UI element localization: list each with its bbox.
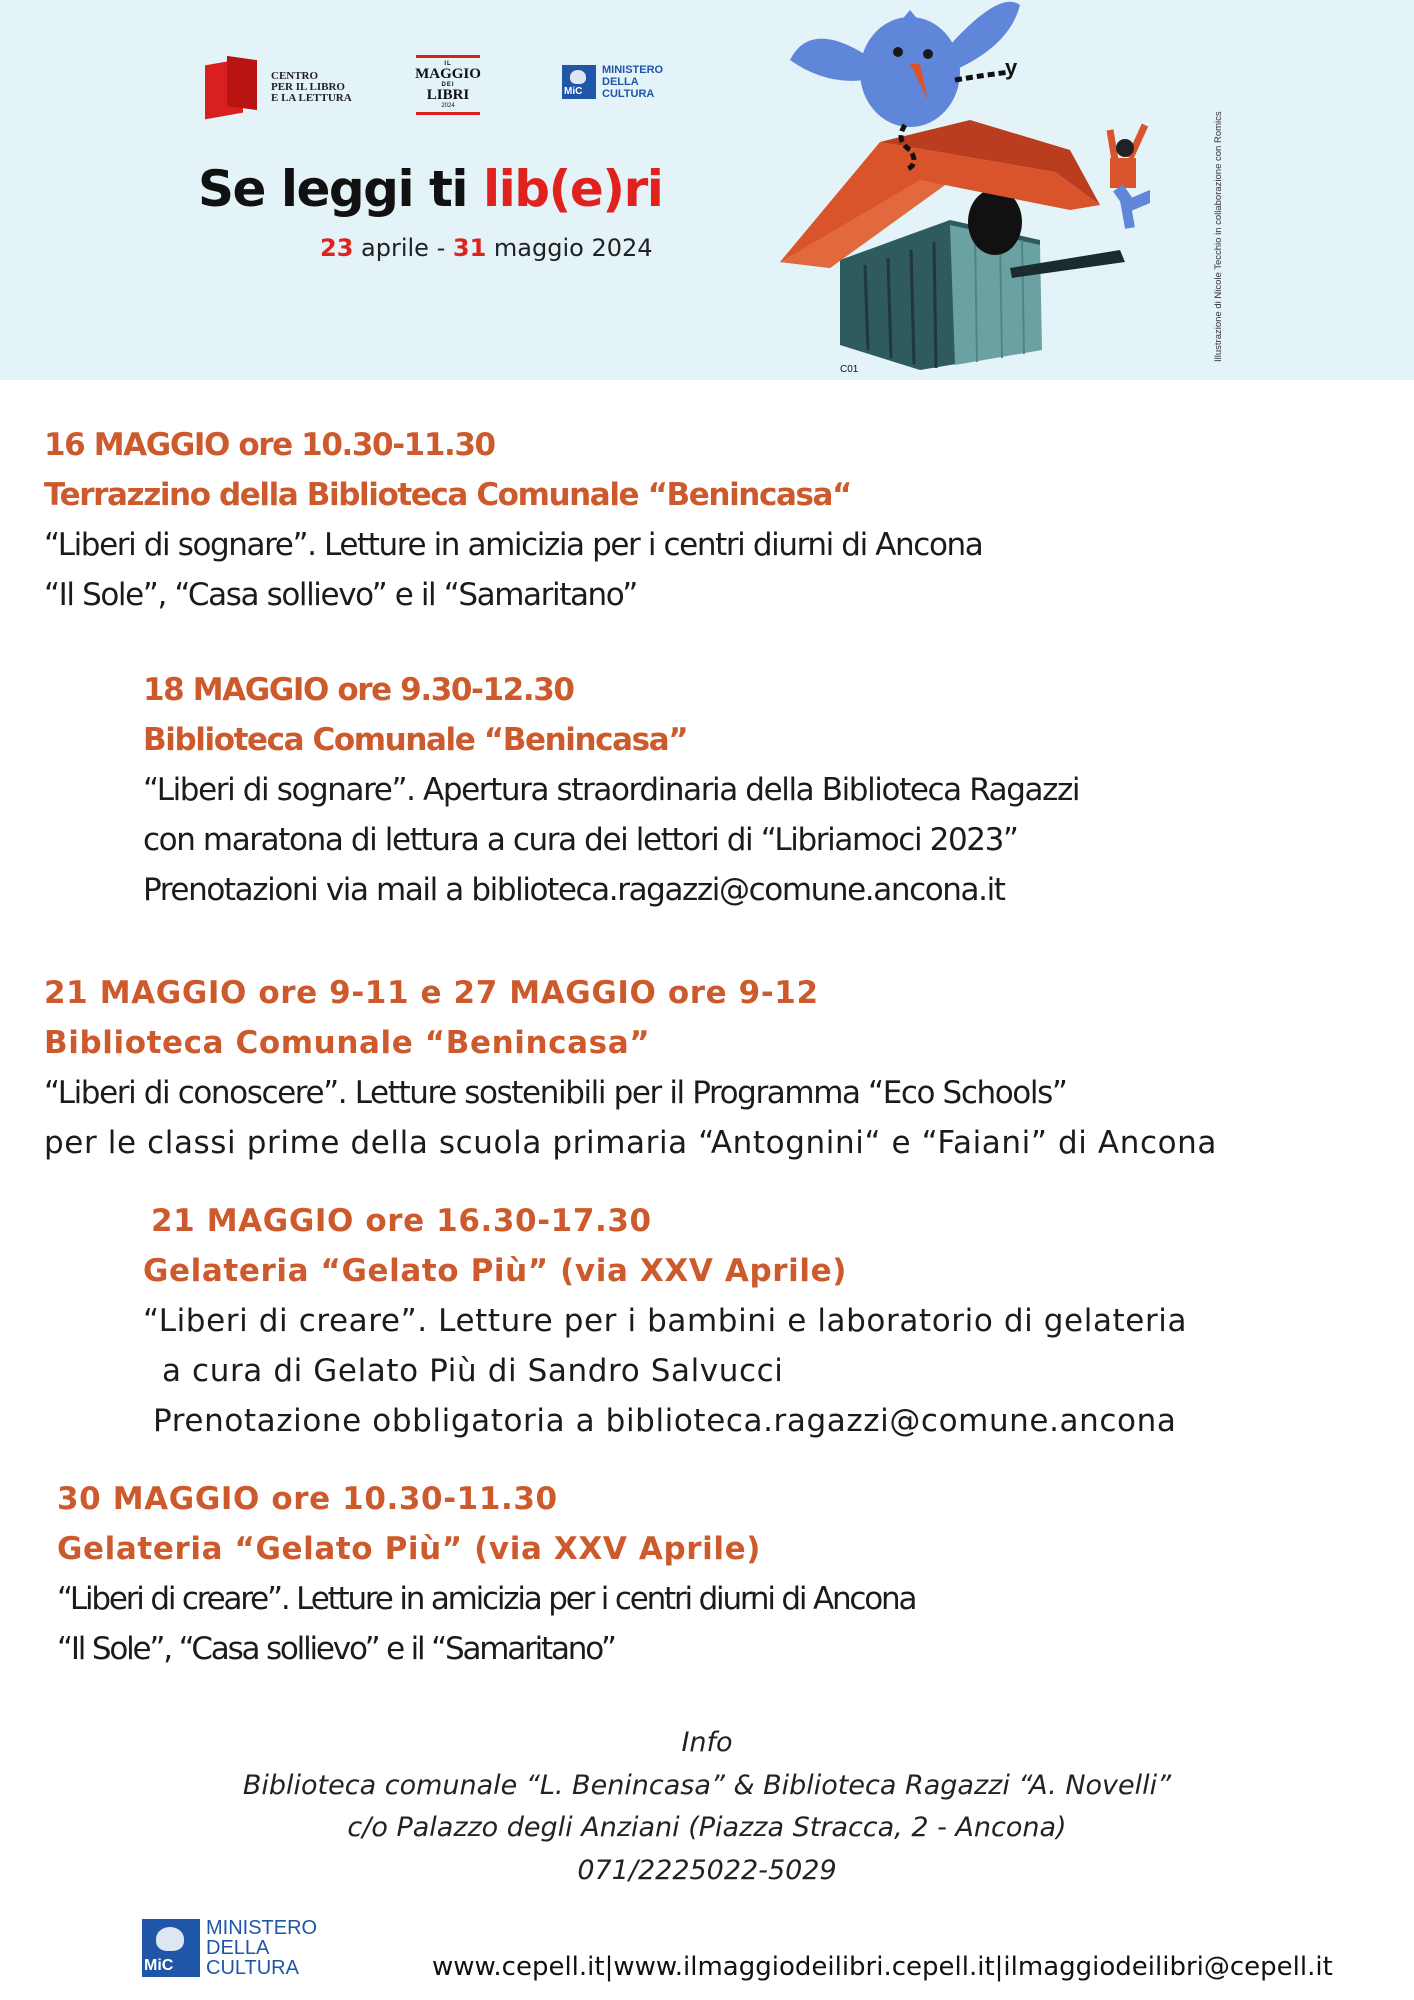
event-description-line: “Liberi di sognare”. Letture in amicizia per i centri diurni di Ancona [44,527,983,563]
campaign-dates: 23 aprile - 31 maggio 2024 [320,234,653,262]
maggio-dei-libri-logo: IL MAGGIO DEI LIBRI 2024 [416,55,480,115]
event-description-line: con maratona di lettura a cura dei lettori di “Libriamoci 2023” [143,822,1018,858]
birdhouse-illustration [770,0,1150,380]
event-card [143,1196,1187,1446]
event-place: Biblioteca Comunale “Benincasa” [143,722,688,758]
event-description-line: “Il Sole”, “Casa sollievo” e il “Samaritano” [44,577,637,613]
event-place: Gelateria “Gelato Più” (via XXV Aprile) [143,1253,847,1289]
event-date: 16 MAGGIO ore 10.30-11.30 [44,427,495,463]
header-banner [0,0,1414,380]
illustration-credit: Illustrazione di Nicole Tecchio in collaborazione con Romics [1213,111,1224,362]
small-figure [1110,125,1150,228]
event-card [143,665,1079,915]
event-description-line: per le classi prime della scuola primaria “Antognini“ e “Faiani” di Ancona [44,1125,1218,1161]
event-description-line: “Liberi di conoscere”. Letture sostenibili per il Programma “Eco Schools” [44,1075,1067,1111]
event-email-line: Prenotazioni via mail a biblioteca.ragazzi@comune.ancona.it [143,872,1005,908]
info-address: c/o Palazzo degli Anziani (Piazza Stracca, 2 - Ancona) [347,1812,1067,1843]
event-date: 30 MAGGIO ore 10.30-11.30 [57,1481,558,1517]
event-description-line: “Liberi di sognare”. Apertura straordinaria della Biblioteca Ragazzi [143,772,1080,808]
cepell-website-link[interactable]: www.cepell.it [432,1952,605,1982]
event-place: Terrazzino della Biblioteca Comunale “Benincasa“ [44,477,852,513]
footer-links [432,1952,1333,1982]
link-separator: | [994,1952,1004,1982]
event-card [44,420,982,620]
event-description-line: “Liberi di creare”. Letture in amicizia per i centri diurni di Ancona [57,1581,916,1617]
event-description-line: “Il Sole”, “Casa sollievo” e il “Samaritano” [57,1631,615,1667]
event-card [57,1474,915,1674]
cepell-logo [205,58,381,116]
event-email-line: Prenotazione obbligatoria a biblioteca.ragazzi@comune.ancona [153,1403,1177,1439]
ministero-cultura-logo [562,64,663,100]
event-date: 18 MAGGIO ore 9.30-12.30 [143,672,574,708]
event-place: Biblioteca Comunale “Benincasa” [44,1025,651,1061]
info-phone: 071/2225022-5029 [577,1854,837,1886]
info-heading: Info [681,1727,733,1758]
event-date: 21 MAGGIO ore 9-11 e 27 MAGGIO ore 9-12 [44,975,819,1011]
maggio-libri-website-link[interactable]: www.ilmaggiodeilibri.cepell.it [613,1952,995,1982]
event-description-line: “Liberi di creare”. Letture per i bambini e laboratorio di gelateria [143,1303,1188,1339]
link-separator: | [604,1952,614,1982]
mic-emblem-icon: MiC [562,65,596,99]
event-card [44,968,1217,1168]
svg-text:y: y [1005,55,1018,80]
footer-ministero-logo [142,1918,317,1978]
svg-text:C01: C01 [840,364,859,375]
cepell-logo-text: CENTRO PER IL LIBRO E LA LETTURA [271,69,352,104]
campaign-title: Se leggi ti lib(e)ri [198,160,663,218]
info-library-names: Biblioteca comunale “L. Benincasa” & Biblioteca Ragazzi “A. Novelli” [242,1769,1172,1801]
contact-email-link[interactable]: ilmaggiodeilibri@cepell.it [1003,1952,1333,1982]
footer-ministero-logo-text: MINISTERO DELLA CULTURA [206,1917,318,1979]
book-icon [205,58,259,116]
birdhouse [780,120,1100,375]
mic-emblem-icon: MiC [142,1919,200,1977]
event-place: Gelateria “Gelato Più” (via XXV Aprile) [57,1531,761,1567]
event-description-line: a cura di Gelato Più di Sandro Salvucci [162,1353,784,1389]
info-section [0,1722,1414,1892]
event-date: 21 MAGGIO ore 16.30-17.30 [151,1203,652,1239]
ministero-logo-text: MINISTERO DELLA CULTURA [602,64,664,100]
